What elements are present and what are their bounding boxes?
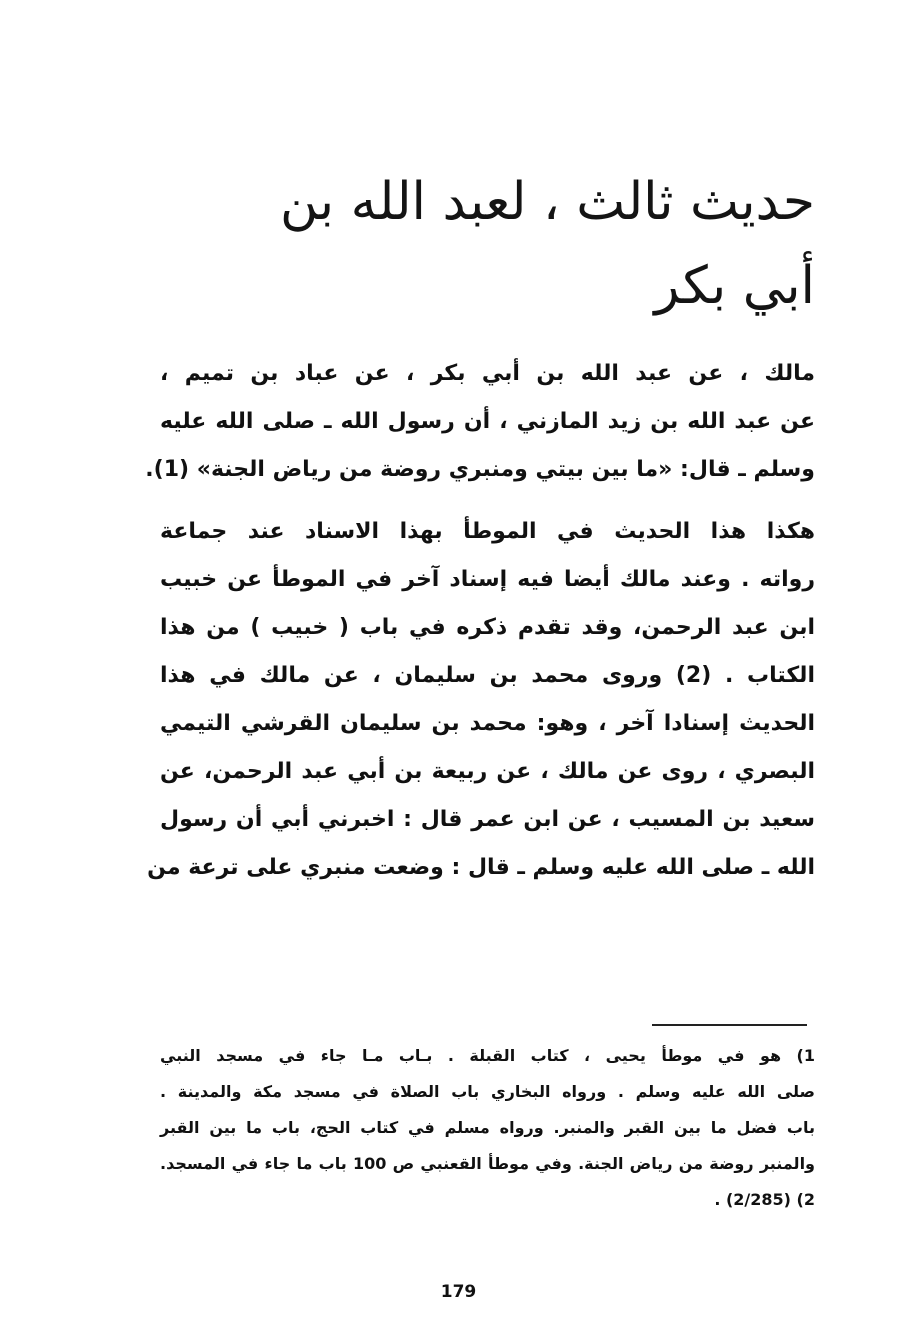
text-line: مالك ، عن عبد الله بن أبي بكر ، عن عباد بن تميم ،: [160, 361, 815, 386]
footnote-line: صلى الله عليه وسلم . ورواه البخاري باب الصلاة في مسجد مكة والمدينة .: [160, 1082, 815, 1101]
text-line: الله ـ صلى الله عليه وسلم ـ قال : وضعت منبري على ترعة من: [147, 855, 815, 880]
footnote-line: والمنبر روضة من رياض الجنة. وفي موطأ القعنبي ص 100 باب ما جاء في المسجد.: [160, 1154, 815, 1173]
text-line: عن عبد الله بن زيد المازني ، أن رسول الله ـ صلى الله عليه: [160, 409, 815, 434]
paragraph-2: [147, 508, 815, 892]
text-line: الكتاب . (2) وروى محمد بن سليمان ، عن مالك في هذا: [160, 663, 815, 688]
paragraph-1: [145, 350, 815, 494]
footnotes: [160, 1038, 815, 1218]
text-line: هكذا هذا الحديث في الموطأ بهذا الاسناد عند جماعة: [160, 519, 815, 544]
chapter-title-line-2: أبي بكر: [654, 256, 815, 316]
footnote-line: 1) هو في موطأ يحيى ، كتاب القبلة . بـاب مـا جاء في مسجد النبي: [160, 1046, 815, 1065]
chapter-title-line-1: حديث ثالث ، لعبد الله بن: [280, 172, 815, 232]
footnote-separator: [652, 1024, 807, 1026]
text-line: سعيد بن المسيب ، عن ابن عمر قال : اخبرني أبي أن رسول: [160, 807, 815, 832]
text-line: البصري ، روى عن مالك ، عن ربيعة بن أبي عبد الرحمن، عن: [160, 759, 815, 784]
page-number: 179: [440, 1282, 477, 1302]
footnote-line: 2) (2/285) .: [714, 1190, 815, 1209]
text-line: وسلم ـ قال: «ما بين بيتي ومنبري روضة من رياض الجنة» (1).: [145, 457, 815, 482]
footnote-line: باب فضل ما بين القبر والمنبر. ورواه مسلم في كتاب الحج، باب ما بين القبر: [160, 1118, 815, 1137]
chapter-title: [160, 160, 815, 328]
text-line: رواته . وعند مالك أيضا فيه إسناد آخر في الموطأ عن خبيب: [160, 567, 815, 592]
text-line: الحديث إسنادا آخر ، وهو: محمد بن سليمان القرشي التيمي: [160, 711, 815, 736]
text-line: ابن عبد الرحمن، وقد تقدم ذكره في باب ( خبيب ) من هذا: [160, 615, 815, 640]
